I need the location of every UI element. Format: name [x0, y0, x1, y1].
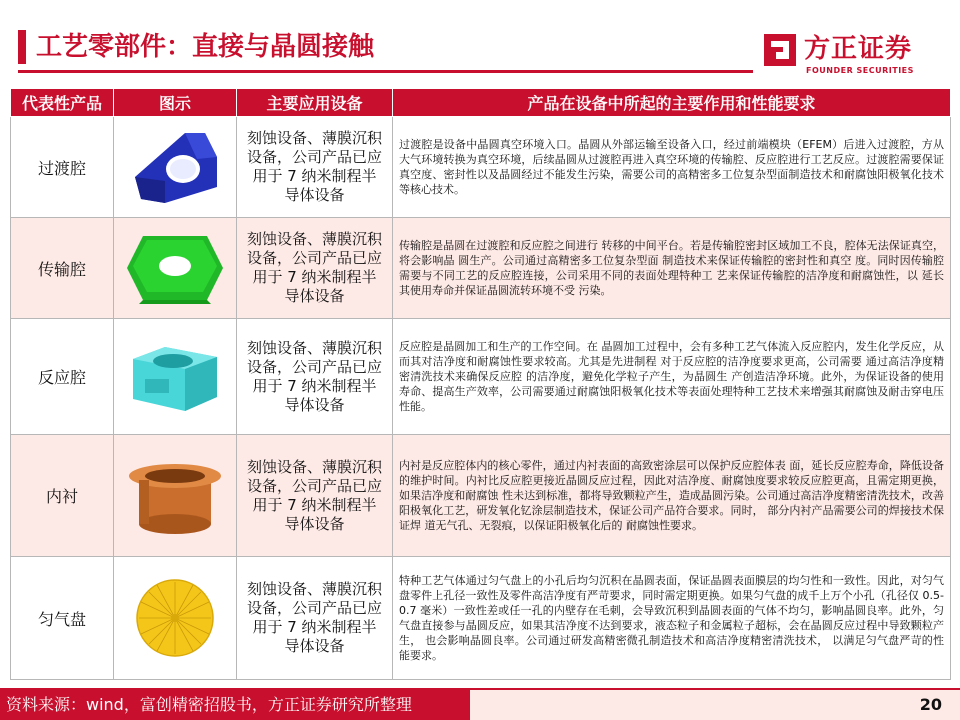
title-underline [18, 70, 753, 73]
header-function: 产品在设备中所起的主要作用和性能要求 [393, 89, 951, 117]
description-text: 传输腔是晶圆在过渡腔和反应腔之间进行 转移的中间平台。若是传输腔密封区域加工不良，腔体无法保证真空，将会影响晶 圆生产。公司通过高精密多工位复杂型面 制造技术来保证传输腔的密封性和真空 度。同时因传输腔需要与不同工艺的反应腔连接，公司采用不同的表面处理特种工 艺来保证传输腔的洁净度和耐腐蚀性，以 延长其使用寿命并保证晶圆流转环境不受 污染。 [393, 218, 951, 319]
product-image-cell [114, 319, 237, 435]
source-note: 资料来源：wind，富创精密招股书，方正证券研究所整理 [6, 695, 412, 714]
product-name: 反应腔 [11, 319, 114, 435]
title-accent-bar [18, 30, 26, 64]
slide-header [0, 0, 960, 80]
equipment-text: 刻蚀设备、薄膜沉积设备，公司产品已应用于 7 纳米制程半导体设备 [237, 218, 393, 319]
product-name: 匀气盘 [11, 557, 114, 680]
logo-chinese-name: 方正证券 [804, 34, 913, 64]
description-text: 过渡腔是设备中晶圆真空环境入口。晶圆从外部运输至设备入口，经过前端模块（EFEM）后进入过渡腔，方从大气环境转换为真空环境，后续晶圆从过渡腔再进入真空环境的传输腔、反应腔进行工艺反应。过渡腔需要保证真空度、密封性以及晶圆经过不能发生污染，需要公司的高精密多工位复杂型面制造技术和耐腐蚀阳极氧化技术等核心技术。 [393, 117, 951, 218]
product-image-cell [114, 218, 237, 319]
page-title: 工艺零部件：直接与晶圆接触 [36, 32, 375, 62]
description-text: 内衬是反应腔体内的核心零件，通过内衬表面的高致密涂层可以保护反应腔体表 面，延长反应腔寿命，降低设备的维护时间。内衬比反应腔更接近晶圆反应过程，因此对洁净度、耐腐蚀度要求较反应腔更高，且需定期更换，如果洁净度和耐腐蚀 性未达到标准，都将导致颗粒产生，造成晶圆污染。公司通过高洁净度精密清洗技术，改善阳极氧化工艺，研发氧化钇涂层制造技术，保证公司产品符合要求。同时， 部分内衬产品需要公司的焊接技术保证焊 道无气孔、无裂痕，以保证阳极氧化后的 耐腐蚀性要求。 [393, 435, 951, 557]
table-row [11, 218, 951, 319]
product-image-cell [114, 117, 237, 218]
header-product: 代表性产品 [11, 89, 114, 117]
table-row [11, 319, 951, 435]
logo-english-name: FOUNDER SECURITIES [806, 66, 914, 75]
product-name: 传输腔 [11, 218, 114, 319]
product-image-cell [114, 557, 237, 680]
equipment-text: 刻蚀设备、薄膜沉积设备，公司产品已应用于 7 纳米制程半导体设备 [237, 557, 393, 680]
table-row [11, 117, 951, 218]
equipment-text: 刻蚀设备、薄膜沉积设备，公司产品已应用于 7 纳米制程半导体设备 [237, 117, 393, 218]
equipment-text: 刻蚀设备、薄膜沉积设备，公司产品已应用于 7 纳米制程半导体设备 [237, 435, 393, 557]
reaction-chamber-image [125, 335, 225, 419]
description-text: 特种工艺气体通过匀气盘上的小孔后均匀沉积在晶圆表面，保证晶圆表面膜层的均匀性和一致性。因此，对匀气盘零件上孔径一致性及零件高洁净度有严苛要求，同时需定期更换。如果匀气盘的成千上万个小孔（孔径仅 0.5-0.7 毫米）一致性差或任一孔的内壁存在毛刺，会导致沉积到晶圆表面的气体不均匀，影响晶圆良率。此外，匀气盘直接参与晶圆反应，如果其洁净度不达到要求，液态粒子和金属粒子超标，会在晶圆反应过程中导致颗粒产生， 也会影响晶圆良率。公司通过研发高精密微孔制造技术和高洁净度精密清洗技术， 以满足匀气盘严苛的性能要求。 [393, 557, 951, 680]
parts-table [10, 88, 951, 680]
founder-logo-icon [762, 32, 798, 68]
product-name: 内衬 [11, 435, 114, 557]
table-row [11, 557, 951, 680]
product-image-cell [114, 435, 237, 557]
table-header-row [11, 89, 951, 117]
description-text: 反应腔是晶圆加工和生产的工作空间。在 晶圆加工过程中，会有多种工艺气体流入反应腔内，发生化学反应，从而其对洁净度和耐腐蚀性要求较高。尤其是先进制程 对于反应腔的洁净度要求更高，公司需要 通过高洁净度精密清洗技术来确保反应腔 的洁净度，避免化学粒子产生，为晶圆生 产创造洁净环境。此外，为保证设备的使用寿命、提高生产效率，公司需要通过耐腐蚀阳极氧化技术等表面处理特种工艺技术来增强其耐腐蚀及耐击穿电压性能。 [393, 319, 951, 435]
transfer-chamber-image [125, 226, 225, 310]
showerhead-image [125, 576, 225, 660]
equipment-text: 刻蚀设备、薄膜沉积设备，公司产品已应用于 7 纳米制程半导体设备 [237, 319, 393, 435]
company-logo [762, 30, 942, 80]
product-name: 过渡腔 [11, 117, 114, 218]
transition-chamber-image [125, 125, 225, 209]
table-row [11, 435, 951, 557]
liner-image [125, 454, 225, 538]
page-number: 20 [919, 695, 942, 714]
header-equipment: 主要应用设备 [237, 89, 393, 117]
header-illustration: 图示 [114, 89, 237, 117]
